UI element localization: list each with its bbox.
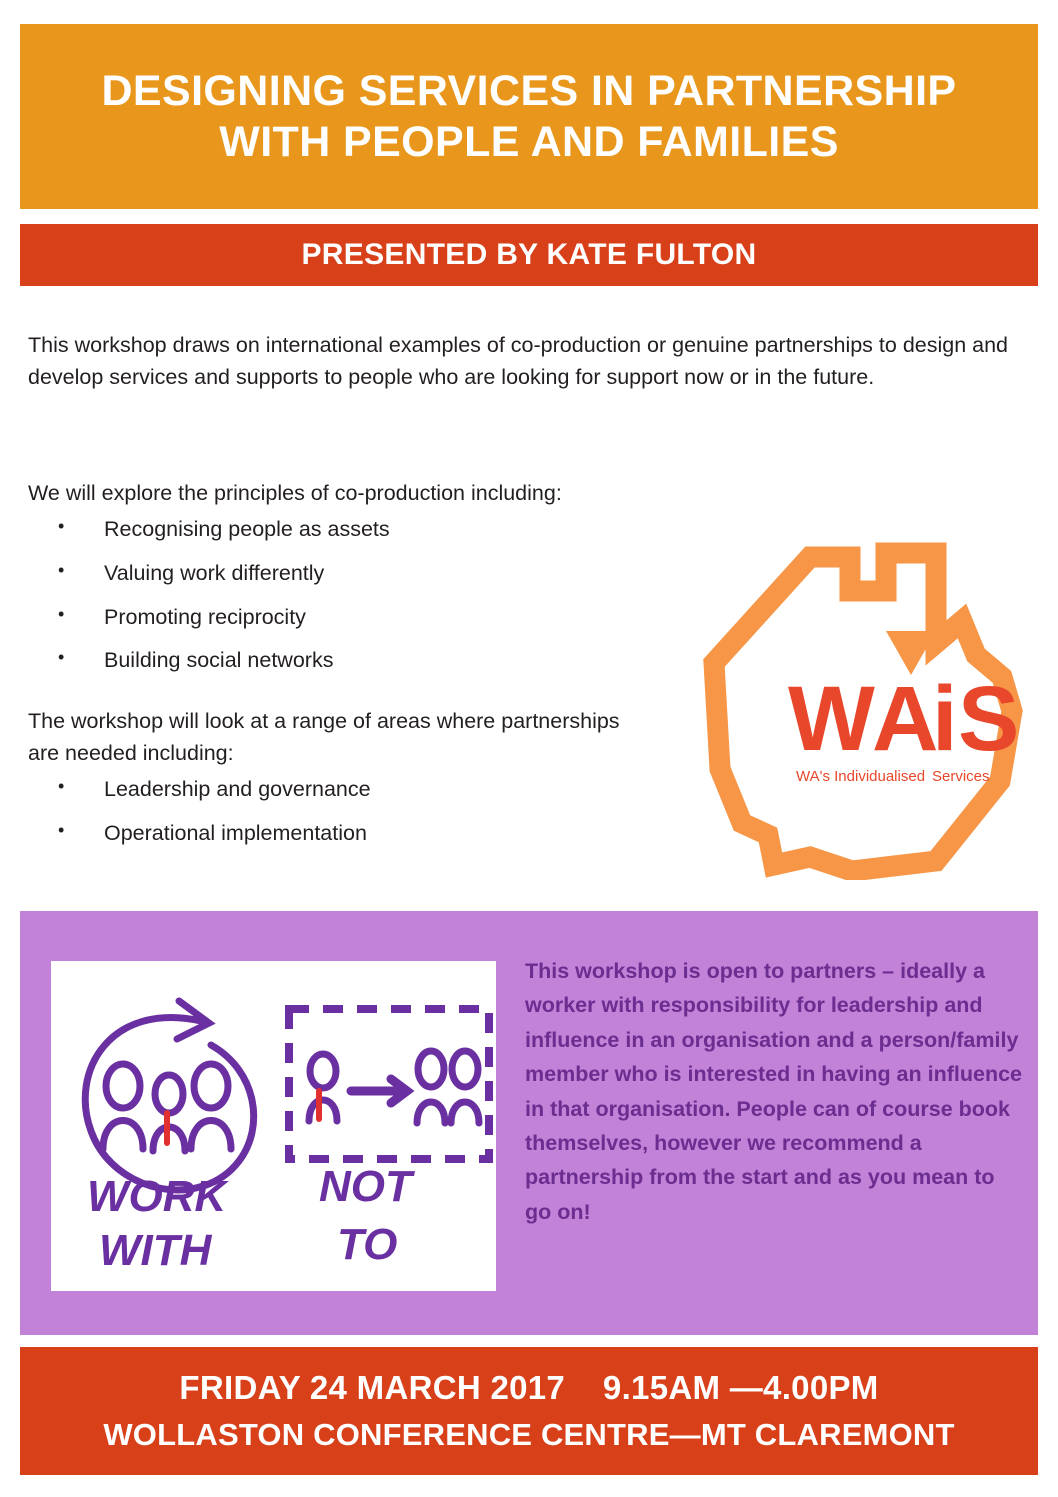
presenter-label: PRESENTED BY KATE FULTON <box>301 238 757 271</box>
list-item: • Valuing work differently <box>28 560 618 587</box>
intro-paragraph: This workshop draws on international examples of co-production or genuine partnerships to design and develop services and supports to people who are looking for support now or in the future. <box>28 333 1009 389</box>
list-item: • Recognising people as assets <box>28 516 618 543</box>
label-work: WORK <box>87 1172 227 1221</box>
wais-logo <box>700 535 1040 880</box>
title-banner <box>20 24 1038 209</box>
audience-paragraph: This workshop is open to partners – ideally a worker with responsibility for leadership and influence in an organisation and a person/family member who is interested in having an influence in that organisation. People can of course book themselves, however we recommend a partnership from the start and as you mean to go on! <box>525 959 1022 1224</box>
list-item: • Building social networks <box>28 647 618 674</box>
event-venue: WOLLASTON CONFERENCE CENTRE—MT CLAREMONT <box>103 1417 955 1452</box>
svg-text:W: W <box>788 668 875 770</box>
principles-list <box>28 516 618 675</box>
list-item: • Promoting reciprocity <box>28 604 618 631</box>
list-item: • Leadership and governance <box>28 776 628 803</box>
logo-tagline-left: WA's Individualised <box>796 768 926 785</box>
work-with-not-to-illustration <box>51 961 496 1291</box>
logo-tagline-right: Services <box>932 768 990 785</box>
label-not: NOT <box>319 1162 412 1211</box>
event-footer <box>20 1347 1038 1475</box>
principles-lead-in: We will explore the principles of co-production including: <box>28 481 562 505</box>
label-with: WITH <box>99 1226 212 1275</box>
label-to: TO <box>337 1220 398 1269</box>
event-datetime: FRIDAY 24 MARCH 2017 9.15AM —4.00PM <box>179 1369 879 1406</box>
svg-text:i: i <box>932 668 958 770</box>
svg-text:A: A <box>872 668 939 770</box>
wais-wordmark <box>788 668 1019 785</box>
intro-block <box>28 330 1013 420</box>
list-item: • Operational implementation <box>28 820 628 847</box>
page-title: DESIGNING SERVICES IN PARTNERSHIP WITH PEOPLE AND FAMILIES <box>101 66 957 166</box>
svg-text:S: S <box>958 668 1020 770</box>
audience-panel <box>20 911 1038 1335</box>
presenter-bar <box>20 224 1038 286</box>
principles-block <box>28 478 618 700</box>
areas-block <box>28 706 628 872</box>
areas-list <box>28 776 628 847</box>
areas-lead-in: The workshop will look at a range of areas where partnerships are needed including: <box>28 709 620 765</box>
